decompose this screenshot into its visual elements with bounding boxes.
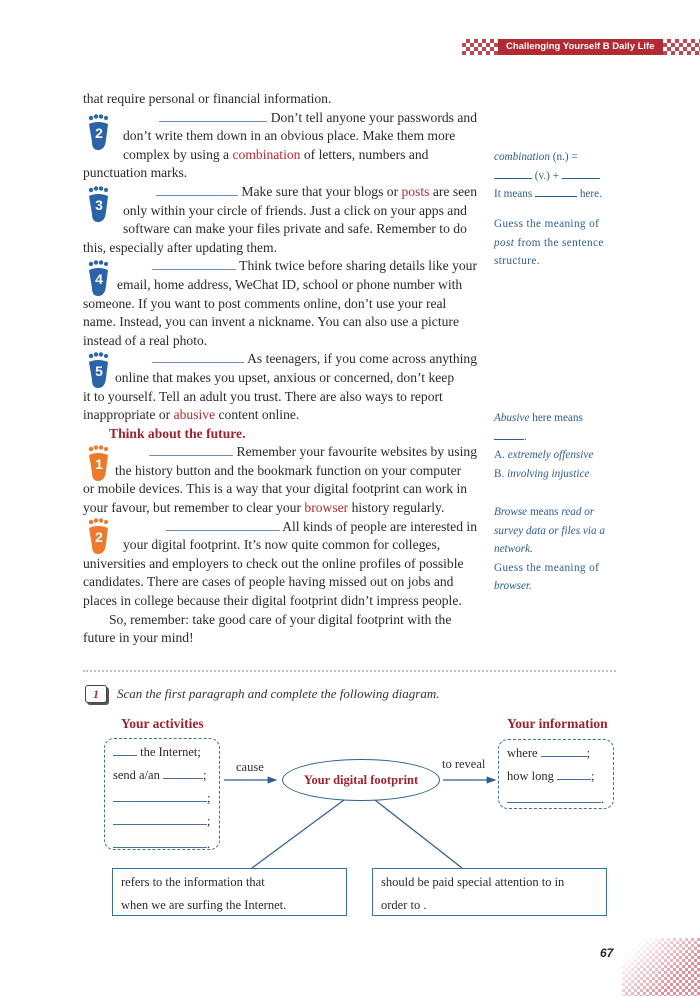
task-number-badge: 1 [85,685,107,703]
tip3-line4: this, especially after updating them. [83,239,278,255]
svg-text:4: 4 [95,271,103,287]
future1-line2: the history button and the bookmark function on your computer [115,462,462,478]
future1-line4: your favour, but remember to clear your browser history regularly. [83,500,445,516]
reading-passage [83,90,477,648]
note-blank[interactable] [494,430,524,440]
arrow-label-to-reveal: to reveal [442,757,486,771]
checker-corner-decoration [622,938,700,996]
task-1 [85,685,439,703]
tip4-line1: Think twice before sharing details like your [83,257,477,276]
arrow-label-cause: cause [236,760,264,774]
closing-line2: future in your mind! [83,630,194,646]
future1-line1: Remember your favourite websites by using [83,443,477,462]
heading-blank[interactable] [152,258,236,270]
tip5-line3: it to yourself. Tell an adult you trust. There are also ways to report [83,388,443,404]
tip2-line4: punctuation marks. [83,165,188,181]
section-divider [83,670,616,672]
heading-blank[interactable] [156,184,238,196]
answer-blank[interactable] [163,767,203,779]
definition-box: refers to the information that when we are surfing the Internet. [112,868,347,916]
chapter-title: Challenging Yourself B Daily Life [498,39,663,55]
label-your-information: Your information [507,716,608,731]
activities-box: the Internet; send a/an ; ; ; . [104,738,220,850]
tip5-line2: online that makes you upset, anxious or concerned, don’t keep [115,369,455,385]
tip4-line3: someone. If you want to post comments online, don’t use your real [83,295,447,311]
checker-decoration [663,39,700,55]
tip2-line2: don’t write them down in an obvious place. Make them more [123,128,456,144]
section-subheading: Think about the future. [109,425,246,441]
tip5-line4: inappropriate or abusive content online. [83,407,300,423]
svg-text:5: 5 [95,363,103,379]
tip3-line2: only within your circle of friends. Just a click on your apps and [123,202,467,218]
tip4-line2: email, home address, WeChat ID, school or phone number with [117,276,463,292]
intro-tail: that require personal or financial information. [83,91,332,106]
future2-line3: universities and employers to check out the online profiles of possible [83,555,464,571]
heading-blank[interactable] [152,351,244,363]
tip2-line1: Don’t tell anyone your passwords and [83,109,477,128]
tip4-line4: name. Instead, you can invent a nickname. You can also use a picture [83,314,459,330]
answer-blank[interactable] [113,836,207,848]
heading-blank[interactable] [149,444,233,456]
svg-text:1: 1 [95,456,103,472]
answer-blank[interactable] [541,745,587,757]
future2-line2: your digital footprint. It’s now quite common for colleges, [123,537,441,553]
chapter-header-banner [462,38,700,56]
answer-blank[interactable] [557,768,591,780]
keyword-combination: combination [232,146,301,162]
task-instruction: Scan the first paragraph and complete the following diagram. [117,686,440,701]
page-number: 67 [600,946,614,960]
future2-line4: candidates. There are cases of people having missed out on jobs and [83,574,454,590]
note-blank[interactable] [562,169,600,179]
note-abusive: Abusive here means . A. extremely offensive B. involving injustice [494,412,594,480]
keyword-browser: browser [304,500,349,516]
answer-blank[interactable] [507,791,601,803]
center-node-digital-footprint: Your digital footprint [282,759,440,801]
future2-line1: All kinds of people are interested in [83,518,477,537]
purpose-box: should be paid special attention to in order to . [372,868,607,916]
heading-blank[interactable] [159,110,267,122]
note-browse: Browse means read or survey data or files via a network. Guess the meaning of browser. [494,506,605,593]
future2-line5: places in college because their digital footprint didn’t impress people. [83,593,462,609]
note-blank[interactable] [535,187,577,197]
note-combination: combination (n.) = (v.) + It means here. [494,151,602,201]
tip3-line3: software can make your files private and safe. Remember to do [123,221,467,237]
keyword-posts: posts [401,183,430,199]
svg-text:2: 2 [95,125,103,141]
tip4-line5: instead of a real photo. [83,332,208,348]
svg-text:2: 2 [95,529,103,545]
answer-blank[interactable] [113,813,207,825]
note-blank[interactable] [494,169,532,179]
information-box: where ; how long ; . [498,739,614,809]
note-post: Guess the meaning of post from the sentence structure. [494,218,604,268]
label-your-activities: Your activities [121,716,204,731]
svg-text:3: 3 [95,197,103,213]
tip3-line1: Make sure that your blogs or posts are seen [83,183,477,202]
heading-blank[interactable] [166,519,280,531]
tip2-line3: complex by using a combination of letters, numbers and [123,146,429,162]
closing-line1: So, remember: take good care of your digital footprint with the [109,611,452,627]
answer-blank[interactable] [113,744,137,756]
checker-decoration [462,39,498,55]
answer-blank[interactable] [113,790,207,802]
tip5-line1: As teenagers, if you come across anything [83,350,477,369]
keyword-abusive: abusive [173,407,216,423]
future1-line3: or mobile devices. This is a way that your digital footprint can work in [83,481,468,497]
